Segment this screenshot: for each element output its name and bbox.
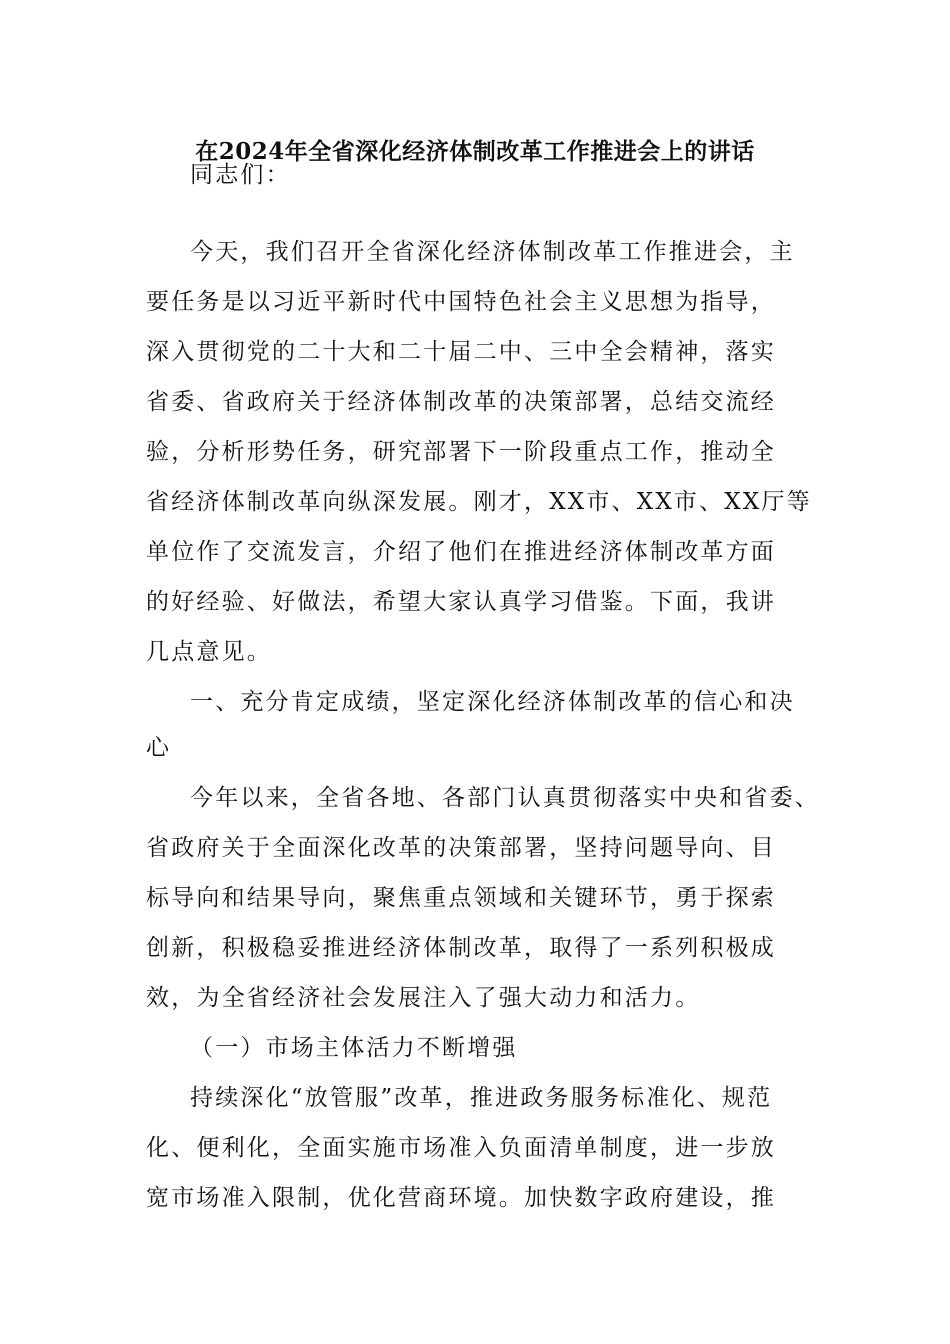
paragraph-line: 验，分析形势任务，研究部署下一阶段重点工作，推动全 — [146, 439, 776, 465]
section-heading-line: 心 — [146, 735, 172, 761]
paragraph-line: 创新，积极稳妥推进经济体制改革，取得了一系列积极成 — [146, 935, 776, 961]
paragraph-line: 省政府关于全面深化改革的决策部署，坚持问题导向、目 — [146, 835, 776, 861]
paragraph-line: 今天，我们召开全省深化经济体制改革工作推进会，主 — [190, 239, 795, 265]
section-heading-line: 一、充分肯定成绩，坚定深化经济体制改革的信心和决 — [190, 689, 795, 715]
document-title: 在2024年全省深化经济体制改革工作推进会上的讲话 — [195, 138, 755, 165]
paragraph-line: 省经济体制改革向纵深发展。刚才，XX市、XX市、XX厅等 — [146, 489, 812, 515]
salutation-line: 同志们： — [190, 162, 291, 188]
paragraph-line: 标导向和结果导向，聚焦重点领域和关键环节，勇于探索 — [146, 885, 776, 911]
paragraph-line: 持续深化“放管服”改革，推进政务服务标准化、规范 — [190, 1085, 773, 1111]
paragraph-line: 今年以来，全省各地、各部门认真贯彻落实中央和省委、 — [190, 785, 820, 811]
paragraph-line: 的好经验、好做法，希望大家认真学习借鉴。下面，我讲 — [146, 589, 776, 615]
subsection-heading-line: （一）市场主体活力不断增强 — [190, 1035, 518, 1061]
paragraph-line: 要任务是以习近平新时代中国特色社会主义思想为指导， — [146, 289, 776, 315]
paragraph-line: 效，为全省经济社会发展注入了强大动力和活力。 — [146, 985, 701, 1011]
paragraph-line: 省委、省政府关于经济体制改革的决策部署，总结交流经 — [146, 389, 776, 415]
paragraph-line: 几点意见。 — [146, 639, 272, 665]
paragraph-line: 宽市场准入限制，优化营商环境。加快数字政府建设，推 — [146, 1185, 776, 1211]
paragraph-line: 化、便利化，全面实施市场准入负面清单制度，进一步放 — [146, 1135, 776, 1161]
paragraph-line: 单位作了交流发言，介绍了他们在推进经济体制改革方面 — [146, 539, 776, 565]
paragraph-line: 深入贯彻党的二十大和二十届二中、三中全会精神，落实 — [146, 339, 776, 365]
